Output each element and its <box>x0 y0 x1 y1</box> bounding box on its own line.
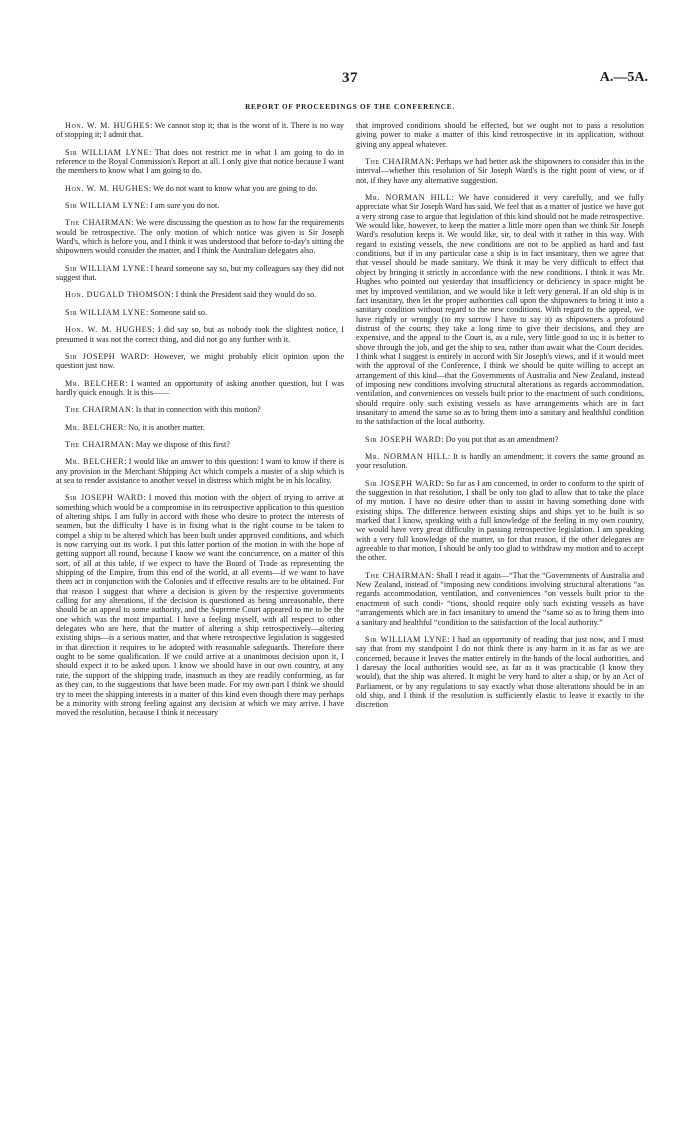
speech-text: I moved this motion with the object of trying to arrive at something which would be a compromise in its retrospective application to this question of altering ships. I am fully in accord with those who desire to protect the interests of seamen, but the difficulty I have is in fixing what is the right course to be taken to compel a ship to be altered which has been built under approved conditions, and which is now carrying out its work. I put this latter portion of the motion in with the hope of getting support all round, because I know we want the concurrence, on a matter of this sort, of all at this table, if we expect to have the Board of Trade as representing the shipping of the Empire, from this end of the world, at all events—if we want to have them act in conjunction with the Colonies and if effective results are to be obtained. For that reason I suggest that where a decision is given by the respective governments calling for any alterations, if the decision is questioned as being unreasonable, there should be an appeal to some authority, and the Supreme Court appeared to me to be the one which was the most impartial. I have a feeling myself, with all respect to other delegates who are here, that the matter of altering a ship retrospectively—altering existing ships—is a serious matter, and that where retrospective legislation is suggested in that direction it requires to be adopted with reasonable safeguards. Therefore there ought to be some qualification. If we could arrive at a unanimous decision upon it, I should expect it to be asked upon. I know we should have in our own country, at any rate, the support of the shipping trade, inasmuch as they are readily conforming, as far as they can, to the suggestions that have been made. For my own part I think we should try to meet the shipping interests in a matter of this kind even though there may perhaps be a minority with strong feeling against any decision at which we may arrive. I have moved the resolution, because I think it necessary <box>56 493 344 718</box>
running-head: REPORT OF PROCEEDINGS OF THE CONFERENCE. <box>245 103 455 111</box>
speech-paragraph: Hon. DUGALD THOMSON: I think the President said they would do so. <box>65 290 317 300</box>
speech-text: I heard someone say so, but my colleagues say they did not suggest that. <box>56 263 344 283</box>
speaker-name: Sir JOSEPH WARD <box>365 434 442 444</box>
speech-text: Shall I read it again—“That the “Governments of Australia and New Zealand, instead of “imposing new conditions involving structural alterations “as regards accommodation, ventilation, and conveniences “on vessels built prior to the enactment of such condi- “tions, should require only such existing vessels as have “arrangements which are in fact insanitary to amend the “same so as to bring them into a sanitary and healthful “condition to the satisfaction of the local authority.” <box>356 570 644 627</box>
speech-paragraph: Sir WILLIAM LYNE: Someone said so. <box>65 307 207 317</box>
speech-text: May we dispose of this first? <box>135 439 230 449</box>
speaker-name: Sir WILLIAM LYNE <box>65 201 146 211</box>
speech-paragraph <box>356 121 644 149</box>
speech-paragraph: Sir WILLIAM LYNE: I am sure you do not. <box>65 201 220 211</box>
speaker-name: Hon. W. M. HUGHES <box>65 183 149 193</box>
speaker-name: Hon. DUGALD THOMSON <box>65 290 172 300</box>
speaker-name: The CHAIRMAN <box>65 218 132 228</box>
speech-text: Is that in connection with this motion? <box>135 405 261 415</box>
speech-text: That does not restrict me in what I am going to do in reference to the Royal Commission's Report at all. I only give that notice because I want the members to know what I am going to do. <box>56 147 344 176</box>
speech-paragraph: Sir WILLIAM LYNE: That does not restrict me in what I am going to do in reference to the Royal Commission's Report at all. I only give that notice because I want the members to know what I am going to do. <box>56 147 344 176</box>
speech-text: So far as I am concerned, in order to conform to the spirit of the suggestion in that resolution, I shall be only too glad to allow that to take the place of my motion. I have no desire other than to assist in having something done with existing ships. The difference between existing ships and ships yet to be built is so marked that I know, speaking with a full knowledge of the feeling in my own country, we would have very great difficulty in passing retrospective legislation. I am speaking with a very full knowledge of the matter, so for that reason, if the other delegates are agreeable to that motion, I should be only too glad to withdraw my motion and to accept the other. <box>356 478 644 563</box>
speaker-name: The CHAIRMAN <box>65 439 132 449</box>
speaker-name: Sir WILLIAM LYNE <box>365 634 448 644</box>
speech-text: I had an opportunity of reading that just now, and I must say that from my standpoint I do not think there is any harm in it as far as we are concerned, because it leaves the matter entirely in the hands of the local authorities, and I daresay the local authorities would see, as far as it was practicable (I know they would), that the ship was altered. It might be very hard to alter a ship, or by an Act of Parliament, or by any regulations to say exactly what those alterations should be in an old ship, and I think if the resolution is sufficiently elastic to leave it exactly to the discretion <box>356 634 644 710</box>
speaker-name: The CHAIRMAN <box>365 157 432 167</box>
speech-paragraph: Mr. BELCHER: I wanted an opportunity of asking another question, but I was hardly quick enough. It is this—— <box>56 378 344 397</box>
page-reference: A.—5A. <box>599 70 648 85</box>
speech-paragraph: Mr. NORMAN HILL: It is hardly an amendment; it covers the same ground as your resolution. <box>356 452 644 471</box>
speech-text: I did say so, but as nobody took the slightest notice, I presumed it was not the correct thing, and did not go any further with it. <box>56 325 344 344</box>
left-column <box>56 121 344 1120</box>
speaker-name: Mr. BELCHER <box>65 457 125 467</box>
speech-text: It is hardly an amendment; it covers the same ground as your resolution. <box>356 452 644 471</box>
speech-text: Someone said so. <box>150 307 207 317</box>
speech-paragraph: The CHAIRMAN: May we dispose of this first? <box>65 439 230 449</box>
speech-text: I would like an answer to this question: I want to know if there is any provision in the Merchant Shipping Act which compels a master of a ship which is at sea to render assistance to another vessel in distress which might be in his locality. <box>56 457 344 485</box>
speech-paragraph: The CHAIRMAN: Shall I read it again—“That the “Governments of Australia and New Zealand, instead of “imposing new conditions involving structural alterations “as regards accommodation, ventilation, and conveniences “on vessels built prior to the enactment of such condi- “tions, should require only such existing vessels as have “arrangements which are in fact insanitary to amend the “same so as to bring them into a sanitary and healthful “condition to the satisfaction of the local authority.” <box>356 570 644 627</box>
speech-text: However, we might probably elicit opinion upon the question just now. <box>56 351 344 371</box>
speech-text: We cannot stop it; that is the worst of it. There is no way of stopping it; I admit that. <box>56 121 344 140</box>
speech-paragraph: Mr. NORMAN HILL: We have considered it very carefully, and we fully appreciate what Sir Joseph Ward has said. We feel that as a matter of justice we have got a very strong case to argue that legislation of this kind should not be made retrospective. We would like, however, to keep the matter a little more open than we think Sir Joseph Ward's resolution keeps it. We would like, sir, to deal with it rather in this way. With regard to existing vessels, the new conditions are not to be applied as hard and fast conditions, but if in any particular case a ship is in fact insanitary, then we agree that that vessel should be made sanitary. We think it may be very difficult to effect that object by bringing it strictly in accordance with the new conditions. I think it was Mr. Hughes who pointed out yesterday that insufficiency or deficiency in space might be met by improved ventilation, and we would like it left very general. If an old ship is in fact insanitary, then let the proper authorities call upon the shipowners to bring it into a sanitary condition without regard to the new conditions. With regard to the appeal, we have rightly or wrongly (to my sorrow I have to say it) as shipowners a profound distrust of the courts; they take a long time to give their decisions, and they are expensive, and the appeal to the Court is, as a rule, very little good to us; it is better to shove through the job, and get the ship to sea, rather than await what the Court decides. I think what I suggest is entirely in accord with Sir Joseph's views, and if it would meet with the approval of the Conference, I think we should be quite willing to accept an arrangement of this kind—that the Governments of Australia and New Zealand, instead of imposing new conditions involving structural alterations as regards accommodation, ventilation, and conveniences on vessels built prior to the enactment of such conditions, should require only such existing vessels as have arrangements which are in fact insanitary to amend the same so as to bring them into a sanitary and healthful condition to the satisfaction of the local authority. <box>356 193 644 427</box>
speech-text: that improved conditions should be effected, but we ought not to pass a resolution giving power to make a matter of this kind retrospective in its application, without giving any appeal whatever. <box>356 121 644 149</box>
speech-paragraph: Mr. BELCHER: I would like an answer to this question: I want to know if there is any provision in the Merchant Shipping Act which compels a master of a ship which is at sea to render assistance to another vessel in distress which might be in his locality. <box>56 457 344 485</box>
speech-paragraph: Mr. BELCHER: No, it is another matter. <box>65 422 205 432</box>
page-number: 37 <box>342 70 358 86</box>
speaker-name: Sir WILLIAM LYNE <box>65 263 147 273</box>
speaker-name: Mr. NORMAN HILL <box>365 193 452 203</box>
speaker-name: Hon. W. M. HUGHES <box>65 121 151 130</box>
speech-text: I wanted an opportunity of asking another question, but I was hardly quick enough. It is this—— <box>56 378 344 397</box>
speech-paragraph: Sir JOSEPH WARD: However, we might probably elicit opinion upon the question just now. <box>56 351 344 371</box>
speaker-name: The CHAIRMAN <box>65 405 132 415</box>
speech-paragraph: Hon. W. M. HUGHES: We cannot stop it; that is the worst of it. There is no way of stopping it; I admit that. <box>56 121 344 140</box>
speech-text: We have considered it very carefully, and we fully appreciate what Sir Joseph Ward has said. We feel that as a matter of justice we have got a very strong case to argue that legislation of this kind should not be made retrospective. We would like, however, to keep the matter a little more open than we think Sir Joseph Ward's resolution keeps it. We would like, sir, to deal with it rather in this way. With regard to existing vessels, the new conditions are not to be applied as hard and fast conditions, but if in any particular case a ship is in fact insanitary, then we agree that that vessel should be made sanitary. We think it may be very difficult to effect that object by bringing it strictly in accordance with the new conditions. I think it was Mr. Hughes who pointed out yesterday that insufficiency or deficiency in space might be met by improved ventilation, and we would like it left very general. If an old ship is in fact insanitary, then let the proper authorities call upon the shipowners to bring it into a sanitary condition without regard to the new conditions. With regard to the appeal, we have rightly or wrongly (to my sorrow I have to say it) as shipowners a profound distrust of the courts; they take a long time to give their decisions, and they are expensive, and the appeal to the Court is, as a rule, very little good to us; it is better to shove through the job, and get the ship to sea, rather than await what the Court decides. I think what I suggest is entirely in accord with Sir Joseph's views, and if it would meet with the approval of the Conference, I think we should be quite willing to accept an arrangement of this kind—that the Governments of Australia and New Zealand, instead of imposing new conditions involving structural alterations as regards accommodation, ventilation, and conveniences on vessels built prior to the enactment of such conditions, should require only such existing vessels as have arrangements which are in fact insanitary to amend the same so as to bring them into a sanitary and healthful condition to the satisfaction of the local authority. <box>356 193 644 427</box>
speech-paragraph: Sir JOSEPH WARD: I moved this motion with the object of trying to arrive at something which would be a compromise in its retrospective application to this question of altering ships. I am fully in accord with those who desire to protect the interests of seamen, but the difficulty I have is in fixing what is the right course to be taken to compel a ship to be altered which has been built under approved conditions, and which is now carrying out its work. I put this latter portion of the motion in with the hope of getting support all round, because I know we want the concurrence, on a matter of this sort, of all at this table, if we expect to have the Board of Trade as representing the shipping of the Empire, from this end of the world, at all events—if we want to have them act in conjunction with the Colonies and if effective results are to be obtained. For that reason I suggest that where a decision is given by the respective governments calling for any alterations, if the decision is questioned as being unreasonable, there should be an appeal to some authority, and the Supreme Court appeared to me to be the one which was the most impartial. I have a feeling myself, with all respect to other delegates who are here, that the matter of altering a ship retrospectively—altering existing ships—is a serious matter, and that where retrospective legislation is suggested in that direction it requires to be adopted with reasonable safeguards. Therefore there ought to be some qualification. If we could arrive at a unanimous decision upon it, I should expect it to be asked upon. I know we should have in our own country, at any rate, the support of the shipping trade, inasmuch as they are readily conforming, as far as they can, to the suggestions that have been made. For my own part I think we should try to meet the shipping interests in a matter of this kind even though there may perhaps be a minority with strong feeling against any decision at which we may arrive. I have moved the resolution, because I think it necessary <box>56 493 344 718</box>
speaker-name: Sir JOSEPH WARD <box>65 493 144 503</box>
speech-text: Perhaps we had better ask the shipowners to consider this in the interval—whether this resolution of Sir Joseph Ward's is the right point of view, or if not, if they have any alternative suggestion. <box>356 157 644 185</box>
speaker-name: Mr. BELCHER <box>65 422 124 432</box>
speaker-name: Mr. NORMAN HILL <box>365 452 448 461</box>
speech-paragraph: Sir WILLIAM LYNE: I heard someone say so, but my colleagues say they did not suggest that. <box>56 263 344 283</box>
speech-paragraph: Sir WILLIAM LYNE: I had an opportunity of reading that just now, and I must say that from my standpoint I do not think there is any harm in it as far as we are concerned, because it leaves the matter entirely in the hands of the local authorities, and I daresay the local authorities would see, as far as it was practicable (I know they would), that the ship was altered. It might be very hard to alter a ship, or by an Act of Parliament, or by any regulations to say exactly what those alterations should be in an old ship, and I think if the resolution is sufficiently elastic to leave it exactly to the discretion <box>356 634 644 710</box>
speech-paragraph: The CHAIRMAN: Is that in connection with this motion? <box>65 405 261 415</box>
speech-paragraph: Hon. W. M. HUGHES: I did say so, but as nobody took the slightest notice, I presumed it was not the correct thing, and did not go any further with it. <box>56 325 344 344</box>
speaker-name: Sir JOSEPH WARD <box>65 351 147 361</box>
right-column <box>356 121 644 1120</box>
speech-paragraph: The CHAIRMAN: We were discussing the question as to how far the requirements would be retrospective. The only motion of which notice was given is Sir Joseph Ward's, which is before you, and I think it was understood that before to-day's sitting the shipowners would consider the matter, and I think the Australian delegates also. <box>56 218 344 256</box>
speaker-name: Mr. BELCHER <box>65 378 126 388</box>
speech-paragraph: Sir JOSEPH WARD: So far as I am concerned, in order to conform to the spirit of the suggestion in that resolution, I shall be only too glad to allow that to take the place of my motion. I have no desire other than to assist in having something done with existing ships. The difference between existing ships and ships yet to be built is so marked that I know, speaking with a full knowledge of the feeling in my own country, we would have very great difficulty in passing retrospective legislation. I am speaking with a very full knowledge of the matter, so for that reason, if the other delegates are agreeable to that motion, I should be only too glad to withdraw my motion and to accept the other. <box>356 478 644 563</box>
speech-text: No, it is another matter. <box>128 422 205 432</box>
speech-text: We do not want to know what you are going to do. <box>153 183 318 193</box>
speech-paragraph: Sir JOSEPH WARD: Do you put that as an amendment? <box>365 434 559 444</box>
speech-text: I think the President said they would do so. <box>175 290 317 300</box>
speaker-name: Sir JOSEPH WARD <box>365 478 442 488</box>
speech-text: We were discussing the question as to how far the requirements would be retrospective. The only motion of which notice was given is Sir Joseph Ward's, which is before you, and I think it was understood that before to-day's sitting the shipowners would consider the matter, and I think the Australian delegates also. <box>56 218 344 256</box>
speech-text: I am sure you do not. <box>150 201 220 211</box>
speaker-name: Sir WILLIAM LYNE <box>65 147 150 157</box>
speaker-name: Hon. W. M. HUGHES <box>65 325 153 335</box>
speech-paragraph: The CHAIRMAN: Perhaps we had better ask the shipowners to consider this in the interval—whether this resolution of Sir Joseph Ward's is the right point of view, or if not, if they have any alternative suggestion. <box>356 157 644 185</box>
speech-paragraph: Hon. W. M. HUGHES: We do not want to know what you are going to do. <box>65 183 318 193</box>
speaker-name: Sir WILLIAM LYNE <box>65 307 146 317</box>
speaker-name: The CHAIRMAN <box>365 570 432 580</box>
speech-text: Do you put that as an amendment? <box>445 434 559 444</box>
